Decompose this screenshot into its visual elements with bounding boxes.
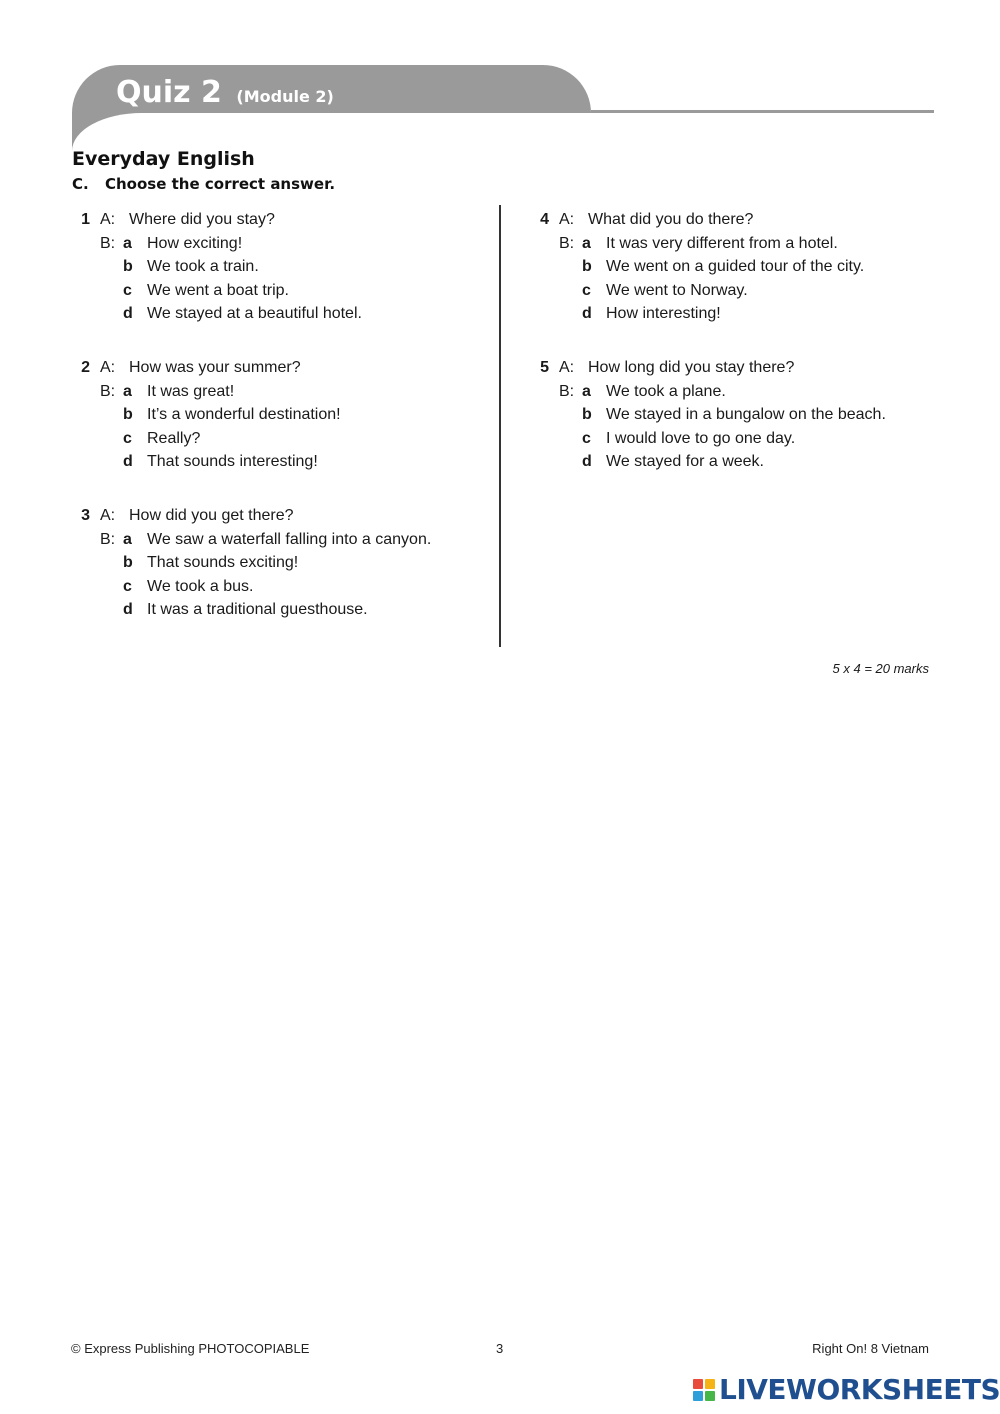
quiz-title [116, 74, 334, 116]
option-text[interactable]: We stayed at a beautiful hotel. [147, 305, 362, 323]
option-text[interactable]: It was very different from a hotel. [606, 234, 838, 252]
option-text[interactable]: We saw a waterfall falling into a canyon. [147, 530, 432, 548]
option-text[interactable]: It was a traditional guesthouse. [147, 601, 368, 619]
option-letter: c [123, 577, 132, 595]
option-text[interactable]: We took a train. [147, 258, 259, 276]
logo-square [693, 1391, 703, 1401]
option-text[interactable]: Really? [147, 429, 201, 447]
option-letter: a [582, 234, 591, 252]
option-letter: c [123, 281, 132, 299]
speaker-a-label: A: [100, 211, 116, 228]
option-text[interactable]: It was great! [147, 382, 235, 400]
question-number: 2 [81, 359, 90, 376]
logo-square [693, 1379, 703, 1389]
question-text: What did you do there? [588, 211, 754, 228]
speaker-a-label: A: [559, 359, 575, 376]
question-number: 1 [81, 211, 90, 228]
option-text[interactable]: We stayed for a week. [606, 453, 764, 471]
header-rule [591, 110, 934, 113]
quiz-subtitle: (Module 2) [236, 87, 334, 106]
option-letter: b [582, 406, 592, 424]
option-letter: b [582, 258, 592, 276]
footer-copyright: © Express Publishing PHOTOCOPIABLE [71, 1341, 310, 1356]
footer-book-title: Right On! 8 Vietnam [812, 1341, 929, 1356]
option-text[interactable]: That sounds exciting! [147, 554, 299, 572]
option-text[interactable]: It’s a wonderful destination! [147, 406, 341, 424]
speaker-b-label: B: [100, 530, 116, 548]
option-text[interactable]: That sounds interesting! [147, 453, 318, 471]
liveworksheets-logo-text: LIVEWORKSHEETS [719, 1373, 1000, 1406]
option-letter: d [123, 305, 133, 323]
option-text[interactable]: We went on a guided tour of the city. [606, 258, 865, 276]
question-text: How long did you stay there? [588, 359, 795, 376]
option-letter: b [123, 258, 133, 276]
option-text[interactable]: I would love to go one day. [606, 429, 796, 447]
option-text[interactable]: We went to Norway. [606, 281, 748, 299]
speaker-a-label: A: [100, 507, 116, 524]
option-letter: a [123, 234, 132, 252]
question-number: 3 [81, 507, 90, 524]
logo-square [705, 1379, 715, 1389]
option-letter: c [582, 281, 591, 299]
option-letter: d [582, 453, 592, 471]
instruction [72, 173, 335, 195]
option-letter: a [123, 530, 132, 548]
option-text[interactable]: How interesting! [606, 305, 721, 323]
option-letter: d [123, 453, 133, 471]
option-text[interactable]: We took a bus. [147, 577, 254, 595]
option-text[interactable]: We stayed in a bungalow on the beach. [606, 406, 886, 424]
speaker-b-label: B: [100, 234, 116, 252]
footer-page-number: 3 [496, 1341, 504, 1356]
speaker-b-label: B: [559, 234, 575, 252]
column-divider [499, 205, 501, 647]
option-letter: a [123, 382, 132, 400]
logo-square [705, 1391, 715, 1401]
speaker-a-label: A: [559, 211, 575, 228]
speaker-b-label: B: [559, 382, 575, 400]
speaker-a-label: A: [100, 359, 116, 376]
option-letter: b [123, 554, 133, 572]
question-number: 5 [540, 359, 549, 376]
option-letter: d [123, 601, 133, 619]
speaker-b-label: B: [100, 382, 116, 400]
instruction-letter: C. [72, 175, 89, 193]
question-text: How did you get there? [129, 507, 294, 524]
option-letter: b [123, 406, 133, 424]
option-text[interactable]: How exciting! [147, 234, 243, 252]
marks-note: 5 x 4 = 20 marks [832, 661, 929, 676]
option-text[interactable]: We went a boat trip. [147, 281, 289, 299]
option-text[interactable]: We took a plane. [606, 382, 726, 400]
question-text: Where did you stay? [129, 211, 275, 228]
section-title: Everyday English [72, 148, 255, 170]
liveworksheets-logo [693, 1374, 1000, 1406]
question-number: 4 [540, 211, 549, 228]
quiz-title-text: Quiz 2 [116, 75, 222, 110]
option-letter: c [582, 429, 591, 447]
instruction-text: Choose the correct answer. [105, 175, 336, 193]
option-letter: a [582, 382, 591, 400]
question-text: How was your summer? [129, 359, 301, 376]
option-letter: c [123, 429, 132, 447]
option-letter: d [582, 305, 592, 323]
liveworksheets-logo-icon [693, 1379, 715, 1401]
